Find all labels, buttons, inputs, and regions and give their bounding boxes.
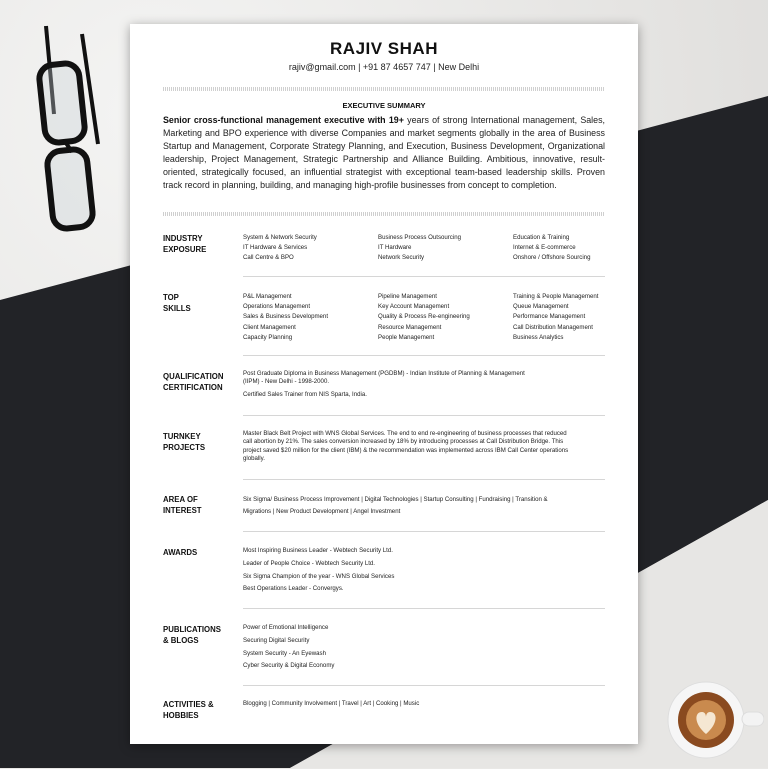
section-label: TOP SKILLS	[163, 293, 191, 313]
publications-list	[243, 622, 334, 673]
list-item: Cyber Security & Digital Economy	[243, 662, 335, 670]
list-item: Performance Management	[513, 313, 586, 321]
list-item: Education & Training	[513, 234, 570, 241]
qualification-text	[243, 370, 583, 399]
eyeglasses-icon	[32, 24, 102, 238]
interest-text	[243, 494, 588, 517]
list-item: Onshore / Offshore Sourcing	[513, 254, 591, 262]
section-divider	[243, 415, 605, 416]
list-item: IT Hardware	[378, 244, 412, 252]
skills-col-3	[513, 292, 598, 343]
coffee-cup-icon	[664, 674, 764, 764]
section-label: AREA OF INTEREST	[163, 495, 202, 515]
list-item: Most Inspiring Business Leader - Webtech Security Ltd.	[243, 547, 393, 554]
industry-col-3	[513, 233, 590, 264]
section-label: INDUSTRY EXPOSURE	[163, 234, 207, 254]
list-item: Call Distribution Management	[513, 323, 593, 331]
contact-line: rajiv@gmail.com | +91 87 4657 747 | New Delhi	[288, 62, 480, 72]
list-item: Resource Management	[378, 323, 442, 331]
dotted-divider	[163, 87, 605, 91]
section-divider	[243, 685, 605, 686]
skills-col-1	[243, 292, 328, 343]
interest-line: Migrations | New Product Development | Angel Investment	[243, 507, 401, 515]
list-item: Client Management	[243, 323, 296, 331]
resume-page	[130, 24, 638, 744]
list-item: Business Process Outsourcing	[378, 234, 461, 241]
list-item: Queue Management	[513, 303, 569, 311]
summary-lead: Senior cross-functional management executive with 19+	[163, 115, 404, 125]
list-item: Network Security	[378, 254, 425, 262]
list-item: Securing Digital Security	[243, 636, 310, 644]
list-item: Training & People Management	[513, 293, 599, 300]
list-item: Sales & Business Development	[243, 313, 329, 321]
section-label: PUBLICATIONS & BLOGS	[163, 625, 221, 645]
summary-title: EXECUTIVE SUMMARY	[342, 101, 426, 110]
industry-col-1	[243, 233, 317, 264]
list-item: Business Analytics	[513, 333, 564, 341]
list-item: Best Operations Leader - Convergys.	[243, 585, 344, 593]
projects-text: Master Black Belt Project with WNS Global Services. The end to end re-engineering of business processes that reduced call abortion by 21%. The sales conversion increased by 18% by introducing processes at Call Distribution Bridge. This project saved $20 million for the client (IBM) & the recommendation was implemented across IBM Call Center operations globally.	[243, 430, 569, 463]
section-label: AWARDS	[163, 548, 198, 557]
qualification-line: (IIPM) - New Delhi - 1998-2000.	[243, 378, 330, 386]
list-item: Operations Management	[243, 303, 311, 311]
list-item: Leader of People Choice - Webtech Security Ltd.	[243, 559, 375, 567]
dotted-divider	[163, 212, 605, 216]
section-divider	[243, 355, 605, 356]
list-item: People Management	[378, 333, 435, 341]
qualification-line: Certified Sales Trainer from NIS Sparta, India.	[243, 390, 367, 398]
section-label: QUALIFICATION CERTIFICATION	[163, 372, 224, 392]
skills-col-2	[378, 292, 470, 343]
executive-summary	[163, 114, 605, 192]
list-item: System Security - An Eyewash	[243, 649, 326, 657]
list-item: Internet & E-commerce	[513, 244, 576, 252]
industry-col-2	[378, 233, 461, 264]
resume-name: RAJIV SHAH	[330, 39, 438, 58]
list-item: Quality & Process Re-engineering	[378, 313, 470, 321]
interest-line: Six Sigma/ Business Process Improvement | Digital Technologies | Startup Consulting | Fundraising | Transition &	[243, 496, 548, 503]
section-divider	[243, 531, 605, 532]
list-item: Key Account Management	[378, 303, 450, 311]
list-item: Power of Emotional Intelligence	[243, 624, 329, 631]
list-item: Capacity Planning	[243, 333, 293, 341]
qualification-line: Post Graduate Diploma in Business Management (PGDBM) - Indian Institute of Planning & Management	[243, 370, 525, 377]
summary-body: years of strong International management, Sales, Marketing and BPO experience with diverse Companies and market segments globally in the area of Business Startup and Management, Corporate Strategy Planning, and Execution, Business Development, Organizational leadership, Project Management, Strategic Partnership and Alliance Building. Ambitious, innovative, result-oriented, strategically focused, an influential strategist with exceptional team-based leadership skills. Proven track record in planning, building, and managing high-profile businesses from concept to completion.	[163, 115, 605, 190]
list-item: IT Hardware & Services	[243, 244, 308, 252]
list-item: P&L Management	[243, 293, 292, 300]
list-item: Pipeline Management	[378, 293, 437, 300]
list-item: System & Network Security	[243, 234, 317, 241]
section-divider	[243, 479, 605, 480]
section-divider	[243, 276, 605, 277]
section-label: ACTIVITIES & HOBBIES	[163, 700, 214, 720]
activities-text: Blogging | Community Involvement | Travel | Art | Cooking | Music	[243, 700, 420, 707]
section-divider	[243, 608, 605, 609]
list-item: Six Sigma Champion of the year - WNS Global Services	[243, 572, 395, 580]
awards-list	[243, 545, 394, 596]
section-label: TURNKEY PROJECTS	[163, 432, 206, 452]
list-item: Call Centre & BPO	[243, 254, 294, 262]
